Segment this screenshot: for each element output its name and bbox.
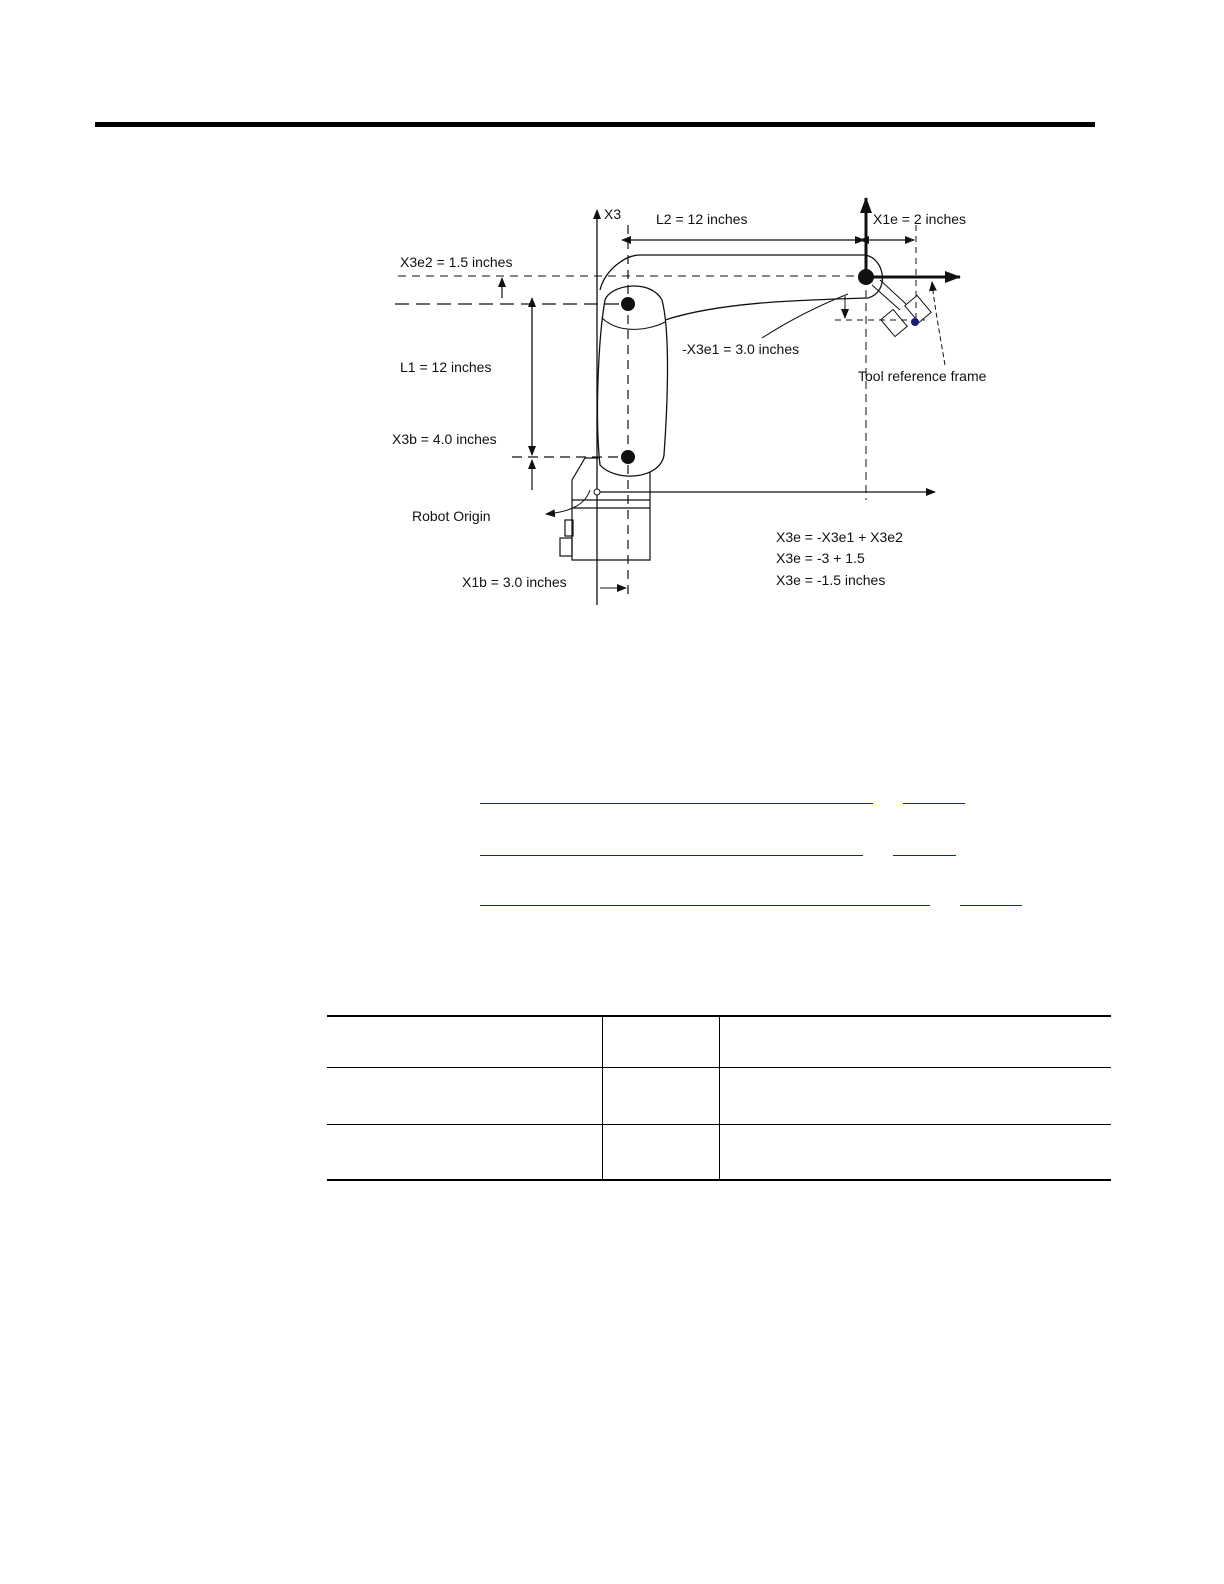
equation-line-3: X3e = -1.5 inches xyxy=(776,572,886,588)
x1e-label: X1e = 2 inches xyxy=(873,211,967,227)
xref-link-1-title[interactable] xyxy=(480,803,873,804)
x3e1-label: -X3e1 = 3.0 inches xyxy=(682,341,800,357)
robot-geometry-diagram xyxy=(360,190,1000,620)
x3b-label: X3b = 4.0 inches xyxy=(392,431,497,447)
equation-line-2: X3e = -3 + 1.5 xyxy=(776,550,865,566)
tool-frame-label: Tool reference frame xyxy=(858,368,987,384)
link1-body xyxy=(598,286,668,476)
xref-link-2-page[interactable] xyxy=(893,855,956,856)
l1-label: L1 = 12 inches xyxy=(400,359,492,375)
tool-center-point xyxy=(911,318,919,326)
x3e2-label: X3e2 = 1.5 inches xyxy=(400,254,513,270)
xref-link-3-title[interactable] xyxy=(480,905,930,906)
robot-origin-point xyxy=(594,489,600,495)
x1b-label: X1b = 3.0 inches xyxy=(462,574,567,590)
l2-label: L2 = 12 inches xyxy=(656,211,748,227)
x3-axis-label: X3 xyxy=(604,206,622,222)
xref-link-2-title[interactable] xyxy=(480,855,863,856)
robot-origin-label: Robot Origin xyxy=(412,508,491,524)
table-column-divider xyxy=(719,1015,720,1180)
xref-link-3-page[interactable] xyxy=(960,905,1022,906)
xref-link-1-page[interactable] xyxy=(903,803,965,804)
table-column-divider xyxy=(602,1015,603,1180)
tool-gripper xyxy=(872,280,931,337)
equation-line-1: X3e = -X3e1 + X3e2 xyxy=(776,529,903,545)
page-header-rule xyxy=(95,122,1095,127)
